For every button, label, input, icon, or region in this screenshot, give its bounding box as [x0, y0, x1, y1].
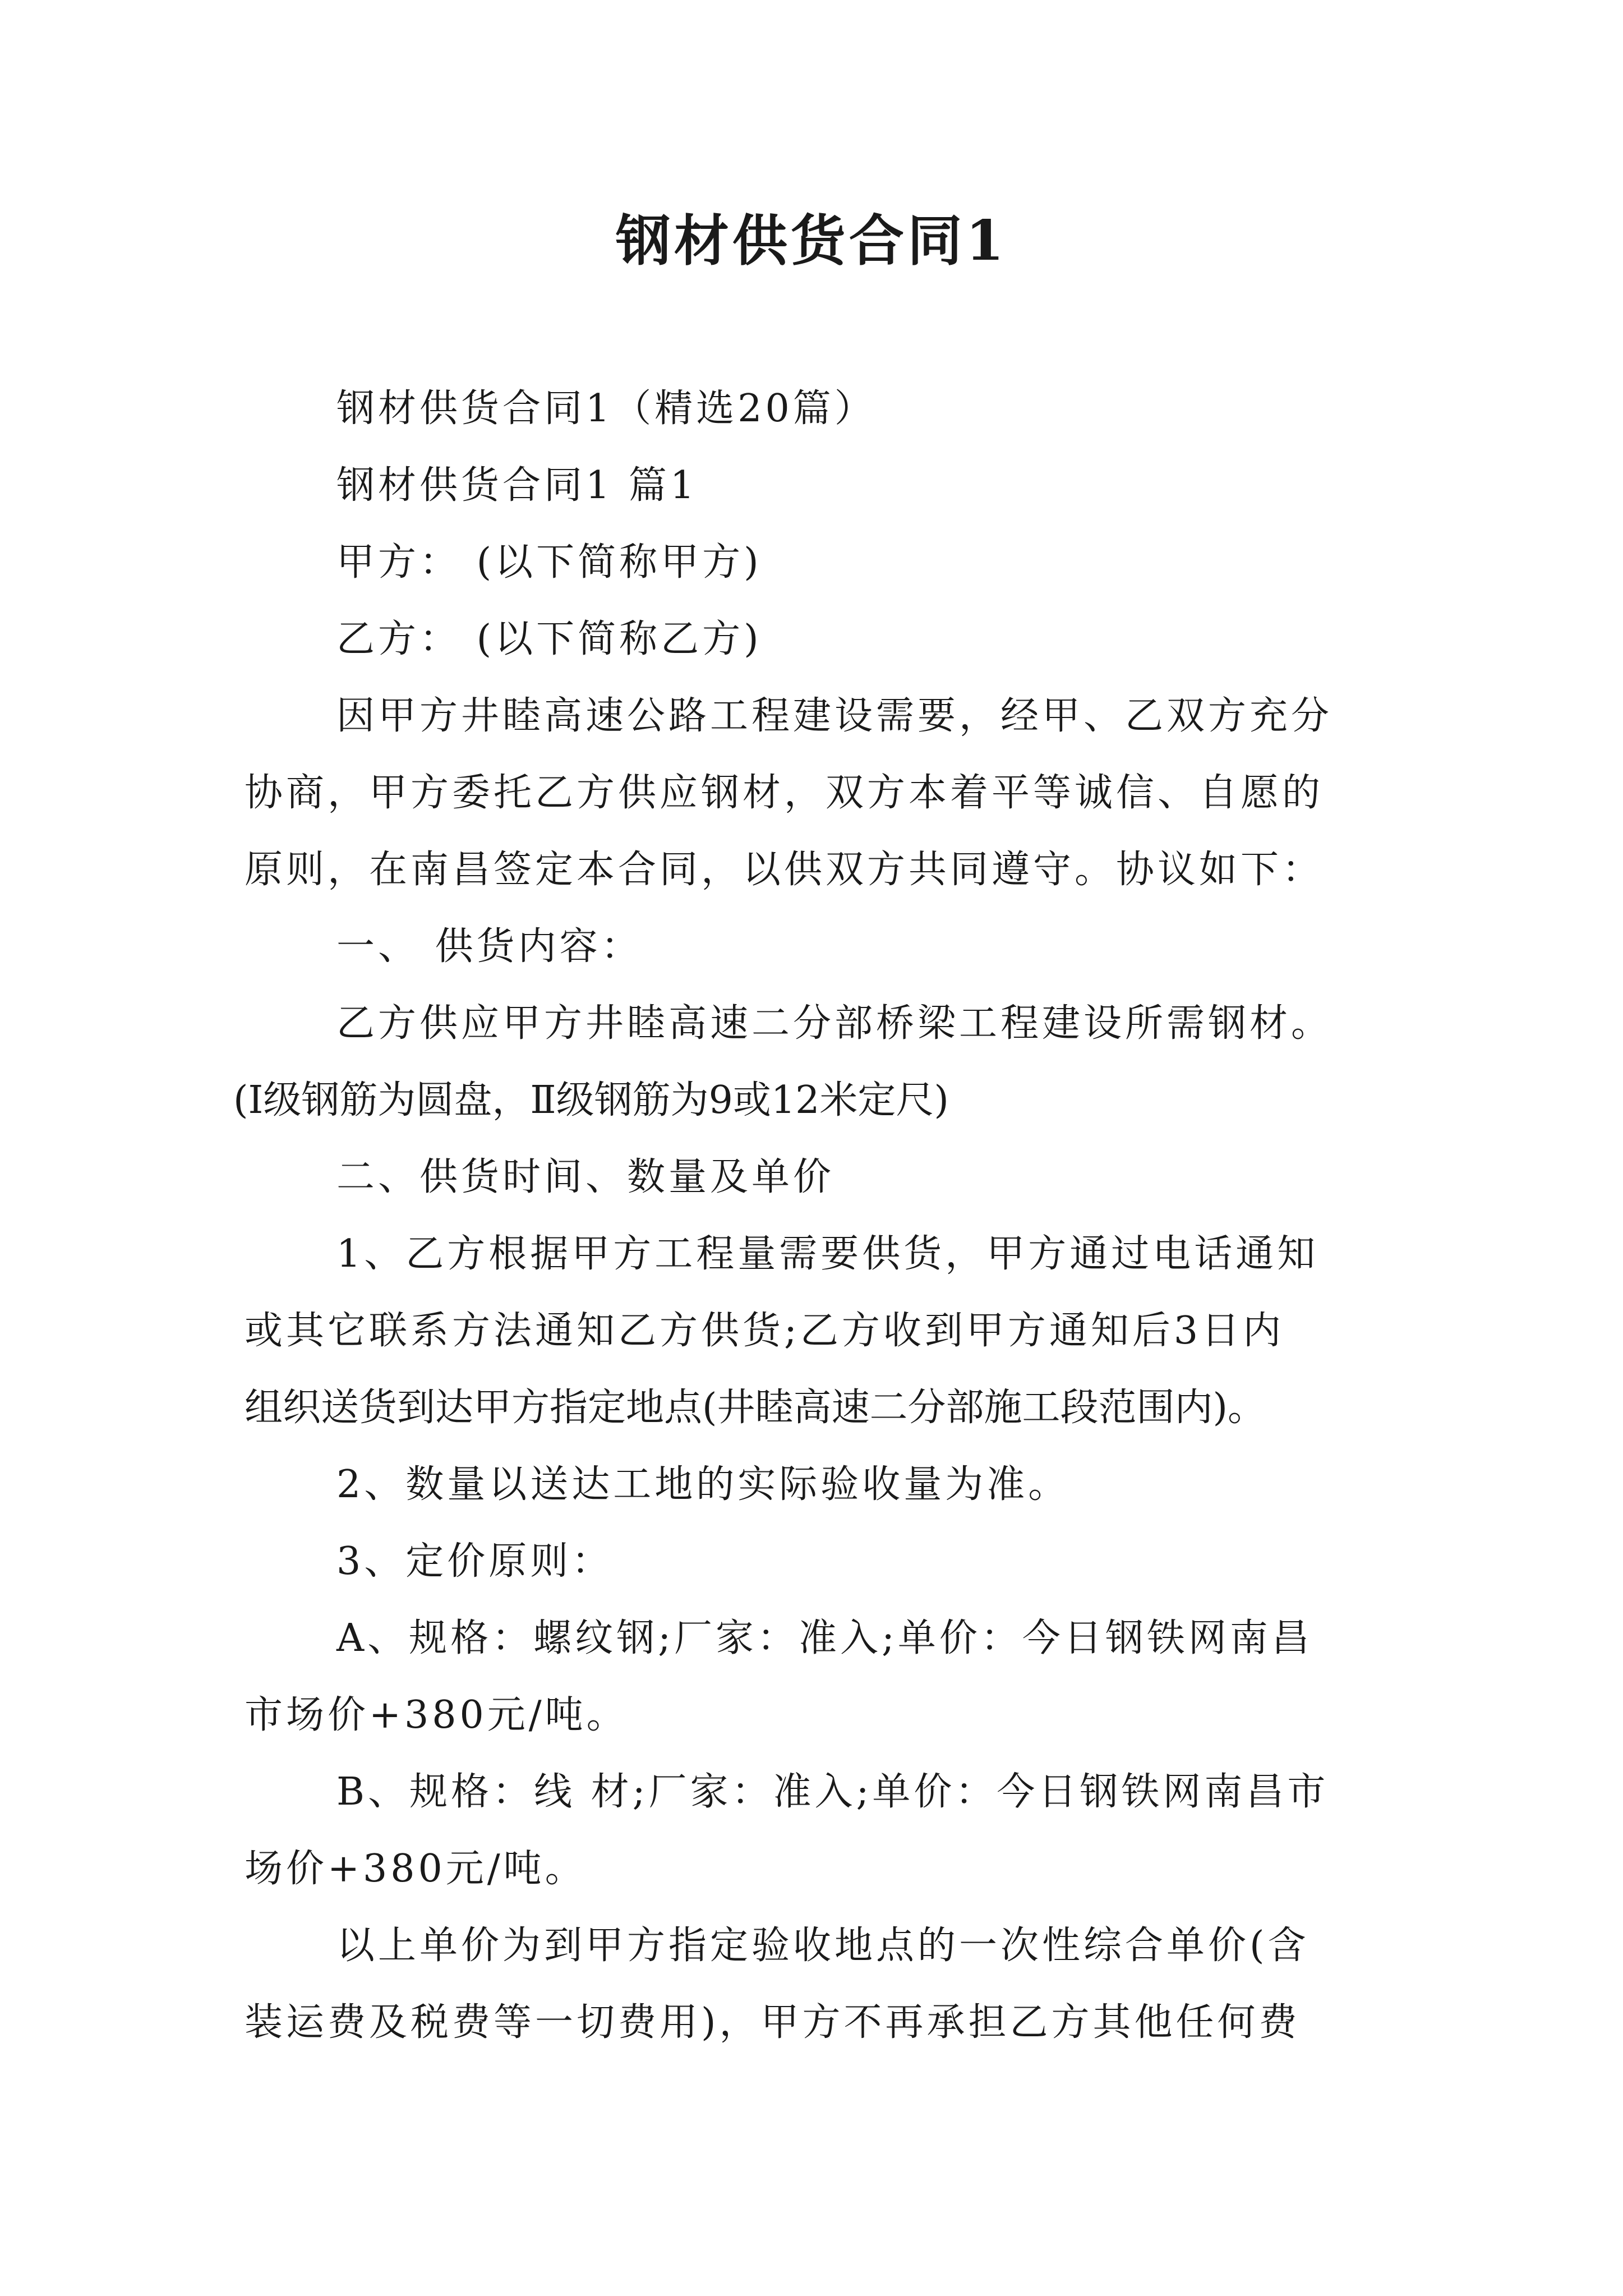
paragraph-line: 组织送货到达甲方指定地点(井睦高速二分部施工段范围内)。: [245, 1386, 1266, 1430]
document-title: 钢材供货合同1: [615, 209, 1008, 273]
paragraph-line: B、规格：线 材;厂家：准入;单价：今日钢铁网南昌市: [336, 1770, 1329, 1814]
paragraph-line: 1、乙方根据甲方工程量需要供货，甲方通过电话通知: [336, 1232, 1319, 1276]
paragraph-heading-supply: 一、 供货内容：: [336, 924, 643, 969]
paragraph-subtitle: 钢材供货合同1（精选20篇）: [336, 386, 876, 431]
paragraph-line: 以上单价为到甲方指定验收地点的一次性综合单价(含: [336, 1924, 1310, 1968]
paragraph-party-a: 甲方： (以下简称甲方): [336, 540, 762, 585]
paragraph-line: (Ⅰ级钢筋为圆盘，Ⅱ级钢筋为9或12米定尺): [233, 1078, 949, 1122]
paragraph-line: 原则，在南昌签定本合同，以供双方共同遵守。协议如下：: [245, 848, 1324, 892]
paragraph-line: 或其它联系方法通知乙方供货;乙方收到甲方通知后3日内: [245, 1309, 1285, 1353]
paragraph-line: 协商，甲方委托乙方供应钢材，双方本着平等诚信、自愿的: [245, 771, 1324, 815]
paragraph-line: 2、数量以送达工地的实际验收量为准。: [336, 1462, 1070, 1507]
paragraph-line: 因甲方井睦高速公路工程建设需要，经甲、乙双方充分: [336, 694, 1333, 738]
paragraph-line: 场价+380元/吨。: [245, 1847, 587, 1891]
paragraph-line: 市场价+380元/吨。: [245, 1693, 628, 1737]
paragraph-heading-time: 二、供货时间、数量及单价: [336, 1155, 835, 1199]
paragraph-party-b: 乙方： (以下简称乙方): [336, 617, 762, 661]
paragraph-line: 乙方供应甲方井睦高速二分部桥梁工程建设所需钢材。: [336, 1001, 1333, 1046]
paragraph-line: 装运费及税费等一切费用)，甲方不再承担乙方其他任何费: [245, 2000, 1301, 2045]
document-body: [233, 370, 1445, 2061]
paragraph-heading-pricing: 3、定价原则：: [336, 1539, 614, 1584]
paragraph-section-title: 钢材供货合同1 篇1: [336, 463, 698, 508]
paragraph-line: A、规格：螺纹钢;厂家：准入;单价：今日钢铁网南昌: [336, 1616, 1313, 1660]
